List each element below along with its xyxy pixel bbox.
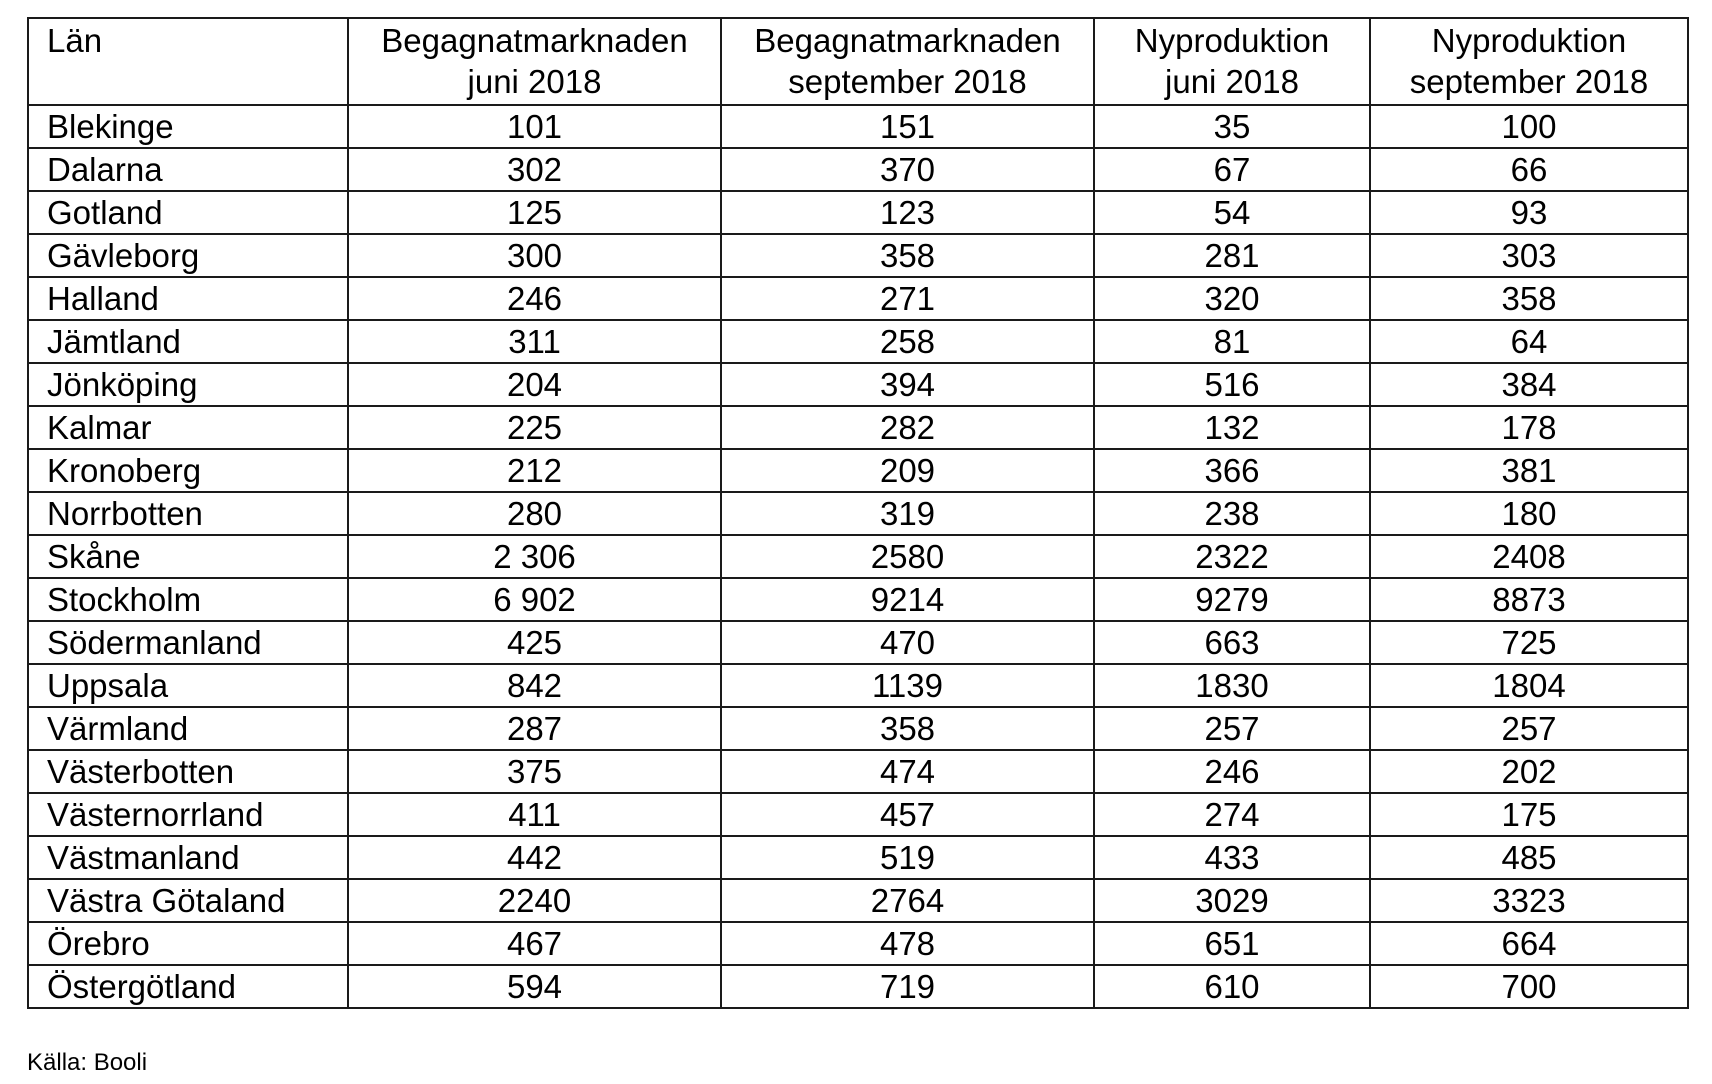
column-header [721,18,1094,105]
table-row [28,406,1688,449]
value-cell: 842 [348,664,721,707]
value-cell: 9279 [1094,578,1370,621]
table-row [28,879,1688,922]
value-cell: 93 [1370,191,1688,234]
header-row [28,18,1688,105]
value-cell: 123 [721,191,1094,234]
county-name-cell: Västmanland [28,836,348,879]
value-cell: 9214 [721,578,1094,621]
table-row [28,922,1688,965]
county-name-cell: Södermanland [28,621,348,664]
value-cell: 366 [1094,449,1370,492]
column-header-line: september 2018 [1409,63,1649,100]
value-cell: 8873 [1370,578,1688,621]
value-cell: 281 [1094,234,1370,277]
table-header [28,18,1688,105]
value-cell: 594 [348,965,721,1008]
value-cell: 358 [721,234,1094,277]
value-cell: 725 [1370,621,1688,664]
value-cell: 311 [348,320,721,363]
table-row [28,191,1688,234]
value-cell: 101 [348,105,721,148]
housing-table [27,17,1689,1009]
value-cell: 3323 [1370,879,1688,922]
value-cell: 257 [1370,707,1688,750]
table-row [28,363,1688,406]
value-cell: 381 [1370,449,1688,492]
table-row [28,707,1688,750]
value-cell: 258 [721,320,1094,363]
value-cell: 302 [348,148,721,191]
county-name-cell: Uppsala [28,664,348,707]
county-name-cell: Gävleborg [28,234,348,277]
value-cell: 433 [1094,836,1370,879]
table-row [28,578,1688,621]
table-row [28,105,1688,148]
value-cell: 651 [1094,922,1370,965]
table-row [28,148,1688,191]
value-cell: 81 [1094,320,1370,363]
value-cell: 6 902 [348,578,721,621]
table-row [28,965,1688,1008]
value-cell: 519 [721,836,1094,879]
value-cell: 202 [1370,750,1688,793]
table-row [28,621,1688,664]
value-cell: 1830 [1094,664,1370,707]
county-name-cell: Östergötland [28,965,348,1008]
value-cell: 700 [1370,965,1688,1008]
county-name-cell: Blekinge [28,105,348,148]
county-name-cell: Västerbotten [28,750,348,793]
value-cell: 175 [1370,793,1688,836]
table-row [28,492,1688,535]
value-cell: 663 [1094,621,1370,664]
value-cell: 485 [1370,836,1688,879]
value-cell: 442 [348,836,721,879]
value-cell: 300 [348,234,721,277]
value-cell: 282 [721,406,1094,449]
county-name-cell: Jönköping [28,363,348,406]
value-cell: 516 [1094,363,1370,406]
county-name-cell: Norrbotten [28,492,348,535]
value-cell: 35 [1094,105,1370,148]
value-cell: 370 [721,148,1094,191]
column-header-line: Begagnatmarknaden [754,22,1061,59]
value-cell: 394 [721,363,1094,406]
table-row [28,277,1688,320]
value-cell: 287 [348,707,721,750]
value-cell: 238 [1094,492,1370,535]
column-header [1094,18,1370,105]
county-name-cell: Västernorrland [28,793,348,836]
value-cell: 54 [1094,191,1370,234]
county-name-cell: Västra Götaland [28,879,348,922]
county-name-cell: Halland [28,277,348,320]
value-cell: 411 [348,793,721,836]
data-table-container [27,17,1689,1009]
column-header-lan [28,18,348,105]
value-cell: 467 [348,922,721,965]
value-cell: 246 [348,277,721,320]
value-cell: 225 [348,406,721,449]
value-cell: 384 [1370,363,1688,406]
value-cell: 67 [1094,148,1370,191]
column-header-line: juni 2018 [467,63,602,100]
value-cell: 274 [1094,793,1370,836]
table-row [28,750,1688,793]
value-cell: 320 [1094,277,1370,320]
value-cell: 246 [1094,750,1370,793]
county-name-cell: Örebro [28,922,348,965]
value-cell: 478 [721,922,1094,965]
value-cell: 204 [348,363,721,406]
table-row [28,664,1688,707]
value-cell: 3029 [1094,879,1370,922]
value-cell: 719 [721,965,1094,1008]
value-cell: 358 [721,707,1094,750]
column-header-line: juni 2018 [1165,63,1299,100]
value-cell: 64 [1370,320,1688,363]
value-cell: 180 [1370,492,1688,535]
value-cell: 212 [348,449,721,492]
county-name-cell: Gotland [28,191,348,234]
value-cell: 664 [1370,922,1688,965]
value-cell: 2408 [1370,535,1688,578]
table-body [28,105,1688,1008]
column-header-line: Nyproduktion [1134,22,1330,59]
county-name-cell: Dalarna [28,148,348,191]
column-header-line: september 2018 [788,63,1027,100]
value-cell: 100 [1370,105,1688,148]
table-row [28,234,1688,277]
column-header [1370,18,1688,105]
table-row [28,836,1688,879]
value-cell: 178 [1370,406,1688,449]
value-cell: 125 [348,191,721,234]
county-name-cell: Kalmar [28,406,348,449]
value-cell: 375 [348,750,721,793]
value-cell: 1804 [1370,664,1688,707]
value-cell: 132 [1094,406,1370,449]
table-row [28,535,1688,578]
county-name-cell: Värmland [28,707,348,750]
county-name-cell: Kronoberg [28,449,348,492]
value-cell: 2 306 [348,535,721,578]
value-cell: 358 [1370,277,1688,320]
table-row [28,449,1688,492]
value-cell: 1139 [721,664,1094,707]
value-cell: 303 [1370,234,1688,277]
value-cell: 319 [721,492,1094,535]
value-cell: 2580 [721,535,1094,578]
table-row [28,793,1688,836]
column-header-line: Län [47,22,103,59]
column-header-line: Nyproduktion [1431,22,1627,59]
column-header [348,18,721,105]
county-name-cell: Skåne [28,535,348,578]
value-cell: 151 [721,105,1094,148]
value-cell: 457 [721,793,1094,836]
value-cell: 66 [1370,148,1688,191]
table-row [28,320,1688,363]
value-cell: 470 [721,621,1094,664]
county-name-cell: Jämtland [28,320,348,363]
source-note: Källa: Booli [27,1049,148,1076]
value-cell: 280 [348,492,721,535]
value-cell: 610 [1094,965,1370,1008]
value-cell: 257 [1094,707,1370,750]
value-cell: 425 [348,621,721,664]
value-cell: 2240 [348,879,721,922]
value-cell: 474 [721,750,1094,793]
value-cell: 271 [721,277,1094,320]
county-name-cell: Stockholm [28,578,348,621]
value-cell: 209 [721,449,1094,492]
value-cell: 2322 [1094,535,1370,578]
value-cell: 2764 [721,879,1094,922]
column-header-line: Begagnatmarknaden [381,22,688,59]
